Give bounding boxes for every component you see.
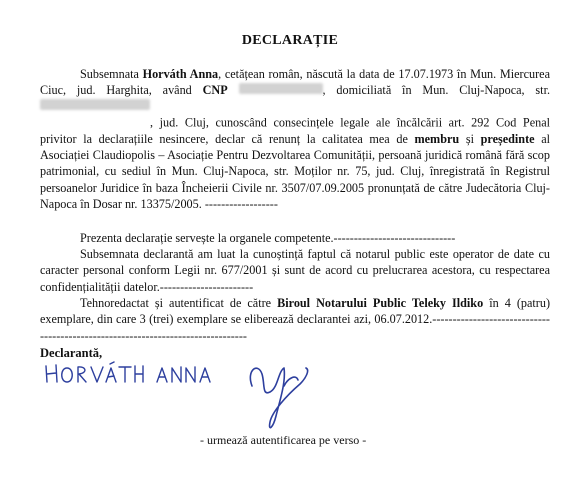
declarant-name: Horváth Anna — [142, 67, 219, 81]
street-redacted — [40, 99, 150, 110]
text-segment: al Asociației Claudiopolis – Asociație Pentru Dezvoltarea Comunității, persoană juridică română fără scop patrimonial, cu sediul în Mun. Cluj-Napoca, str. Moților nr. 75, jud. Cluj, înregistrată în Registrul persoanelor Juridice în baza Încheierii Civile nr. 3507/07.09.2005 pronunțată de către Judecătoria Cluj-Napoca în Dosar nr. 13375/2005. ------------------ — [40, 131, 550, 212]
text-segment: Subsemnata — [80, 67, 143, 81]
cnp-label: CNP — [202, 83, 228, 98]
handwritten-name-image — [44, 360, 239, 390]
paragraph-declarant-details — [40, 66, 550, 213]
signature-image — [240, 356, 350, 436]
text-segment: Subsemnata declarantă am luat la cunoștință faptul că notarul public este operator de date cu caracter personal conform Legii nr. 677/2001 și sunt de acord cu prelucrarea acestora, cu respectarea confidențialității datelor.----------------------- — [40, 247, 550, 294]
text-segment: Prezenta declarație servește la organele competente.------------------------------ — [80, 231, 456, 245]
notary-office-name: Biroul Notarului Public Teleky Ildiko — [277, 296, 484, 310]
text-segment: Tehnoredactat și autentificat de către — [80, 296, 278, 310]
paragraph-purpose — [40, 230, 550, 246]
text-segment: , jud. Cluj, cunoscând consecințele legale ale încălcării art. 292 Cod Penal privitor la declarațiile nesincere, declar că renunț la calitatea mea de — [40, 115, 550, 146]
role-member: membru — [414, 131, 460, 146]
cnp-redacted — [239, 83, 323, 94]
footer-note: - urmează autentificarea pe verso - — [200, 433, 367, 447]
text-segment: în 4 (patru) exemplare, din care 3 (trei) exemplare se eliberează declarantei azi, 06.07.2012.-------------------------------------------------------------------------------- — [40, 296, 551, 343]
text-segment: și — [459, 131, 481, 146]
paragraph-notary — [40, 295, 550, 344]
document-title: DECLARAȚIE — [241, 33, 339, 48]
text-segment: , domiciliată în Mun. Cluj-Napoca, str. — [322, 83, 550, 98]
signature-label: Declarantă, — [40, 346, 103, 360]
paragraph-data-consent — [40, 246, 550, 295]
role-president: președinte — [480, 131, 535, 146]
text-segment: , cetățean român, născută la data de 17.07.1973 în Mun. Miercurea Ciuc, jud. Harghita, având — [40, 67, 550, 98]
